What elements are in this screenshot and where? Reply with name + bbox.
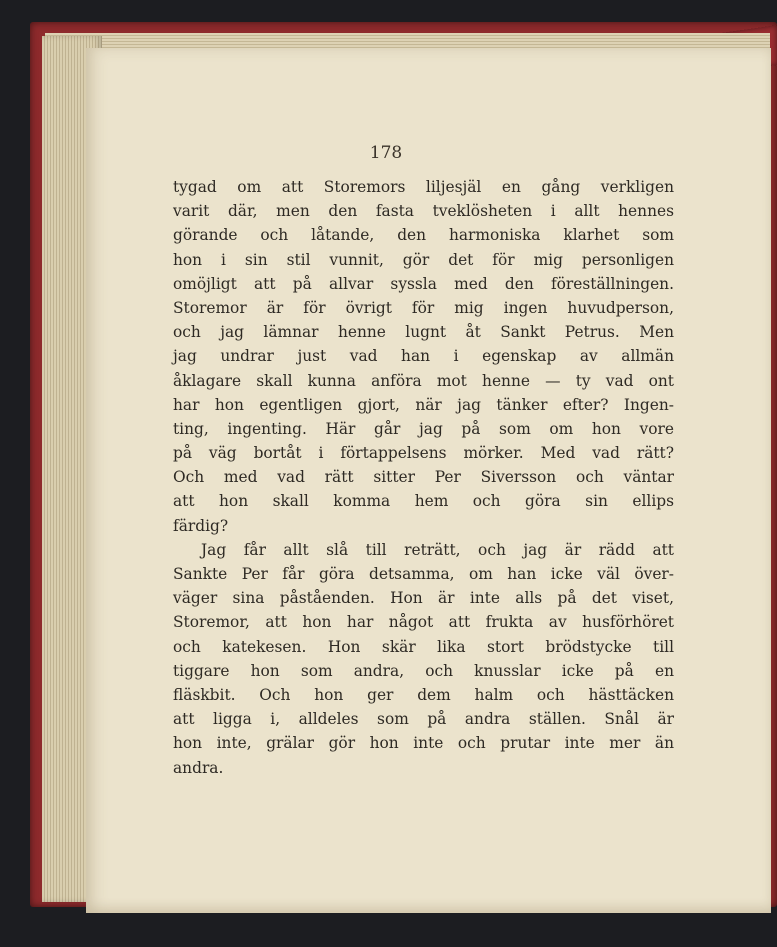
text-line: väger sina påståenden. Hon är inte alls på det viset,: [173, 589, 674, 608]
text-line: Storemor är för övrigt för mig ingen huvudperson,: [173, 298, 674, 317]
text-line: hon i sin stil vunnit, gör det för mig personligen: [173, 250, 674, 269]
paragraph-1: [173, 175, 674, 538]
text-line: varit där, men den fasta tveklösheten i allt hennes: [173, 202, 674, 221]
text-line: jag undrar just vad han i egenskap av allmän: [173, 347, 674, 366]
paragraph-2: [173, 538, 674, 780]
text-line: Och med vad rätt sitter Per Siversson och väntar: [173, 468, 674, 487]
text-line: omöjligt att på allvar syssla med den föreställningen.: [173, 274, 674, 293]
text-line: och jag lämnar henne lugnt åt Sankt Petrus. Men: [173, 323, 674, 342]
text-line: ting, ingenting. Här går jag på som om hon vore: [173, 419, 674, 438]
text-line: åklagare skall kunna anföra mot henne — ty vad ont: [173, 371, 674, 390]
text-line: fläskbit. Och hon ger dem halm och hästtäcken: [173, 685, 674, 704]
text-line: tygad om att Storemors liljesjäl en gång verkligen: [173, 178, 674, 196]
page-text: [173, 175, 674, 780]
text-line: görande och låtande, den harmoniska klarhet som: [173, 226, 674, 245]
text-line: Sankte Per får göra detsamma, om han icke väl över-: [173, 565, 674, 583]
text-line: Jag får allt slå till reträtt, och jag är rädd att: [201, 540, 674, 559]
page-top-edges: [45, 33, 770, 49]
text-line: Storemor, att hon har något att frukta av husförhöret: [173, 613, 674, 632]
text-line: tiggare hon som andra, och knusslar icke på en: [173, 661, 674, 680]
text-line: och katekesen. Hon skär lika stort brödstycke till: [173, 637, 674, 656]
text-line: andra.: [173, 758, 224, 777]
text-line: att ligga i, alldeles som på andra ställen. Snål är: [173, 710, 674, 729]
text-line: på väg bortåt i förtappelsens mörker. Med vad rätt?: [173, 444, 674, 463]
text-line: färdig?: [173, 516, 229, 535]
page-number: 178: [369, 143, 403, 163]
text-line: hon inte, grälar gör hon inte och prutar inte mer än: [173, 734, 674, 753]
text-line: har hon egentligen gjort, när jag tänker efter? Ingen-: [173, 395, 674, 414]
text-line: att hon skall komma hem och göra sin ellips: [173, 492, 674, 511]
